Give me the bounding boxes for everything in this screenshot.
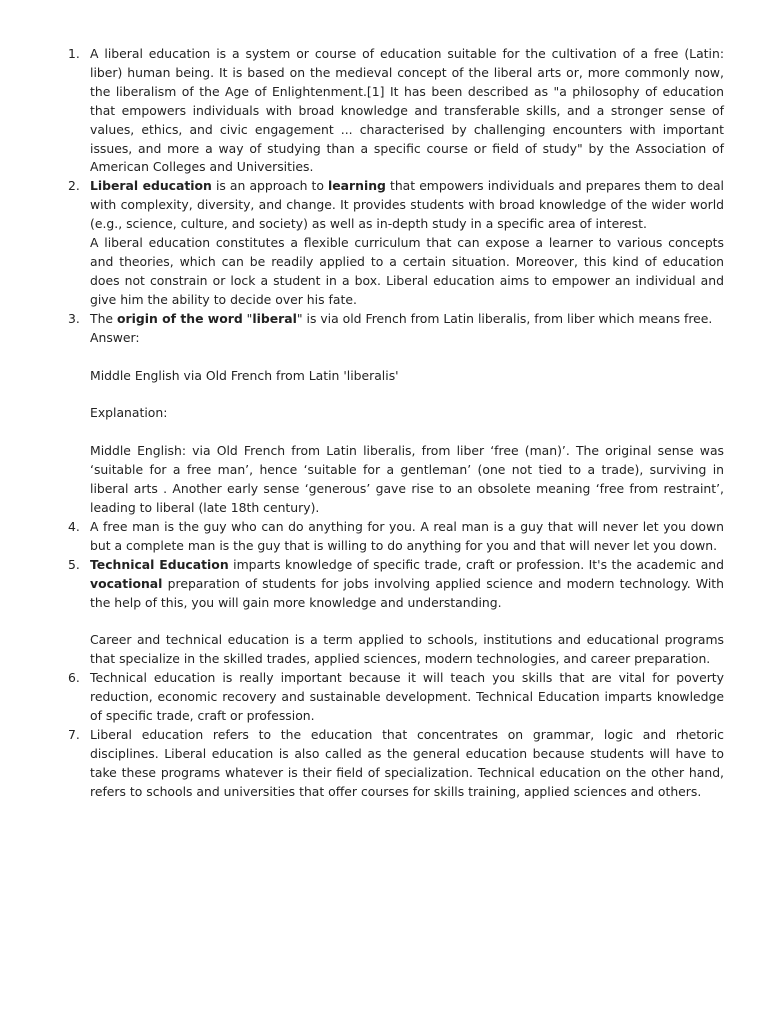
item-number: 5. [68,556,80,572]
paragraph: Technical education is really important because it will teach you skills that are vital for poverty reduction, economic recovery and sustainable development. Technical Education imparts knowledge of specific trade, craft or profession. [90,670,724,724]
list-item-2 [60,177,724,309]
paragraph: Liberal education refers to the education that concentrates on grammar, logic and rhetoric disciplines. Liberal education is also called as the general education because students will have to take these programs whatever is their field of specialization. Technical education on the other hand, refers to schools and universities that offer courses for skills training, applied sciences and others. [90,727,724,799]
item-number: 7. [68,727,80,742]
bold-term: learning [328,178,386,194]
bold-term: liberal [252,310,297,326]
paragraph: A liberal education is a system or course of education suitable for the cultivation of a free (Latin: liber) human being. It is based on the medieval concept of the liberal arts or, more commonly now, the liberalism of the Age of Enlightenment.[1] It has been described as "a philosophy of education that empowers individuals with broad knowledge and transferable skills, and a stronger sense of values, ethics, and civic engagement ... characterised by challenging encounters with important issues, and more a way of studying than a specific course or field of study" by the Association of American Colleges and Universities. [90,46,724,175]
bold-term: vocational [90,575,163,591]
list-item-4 [60,518,724,556]
item-number: 1. [68,46,80,61]
list-item-1 [60,45,724,177]
item-number: 6. [68,670,80,686]
list-item-7 [60,726,724,802]
item-number: 4. [68,518,80,534]
list-item-3 [60,310,724,518]
answer-label: Answer: [90,329,140,345]
paragraph: A liberal education constitutes a flexible curriculum that can expose a learner to various concepts and theories, which can be readily applied to a certain situation. Moreover, this kind of education does not constrain or lock a student in a box. Liberal education aims to empower an individual and give him the ability to decide over his fate. [90,235,724,307]
paragraph: Career and technical education is a term applied to schools, institutions and educational programs that specialize in the skilled trades, applied sciences, modern technologies, and career preparation. [90,632,724,667]
paragraph: The origin of the word "liberal" is via old French from Latin liberalis, from liber which means free. [90,310,713,326]
numbered-list [60,45,724,802]
explanation-text: Middle English: via Old French from Latin liberalis, from liber ‘free (man)’. The original sense was ‘suitable for a free man’, hence ‘suitable for a gentleman’ (one not tied to a trade), surviving in liberal arts . Another early sense ‘generous’ gave rise to an obsolete meaning ‘free from restraint’, leading to liberal (late 18th century). [90,443,724,516]
item-number: 2. [68,178,80,194]
item-number: 3. [68,310,80,326]
paragraph: A free man is the guy who can do anything for you. A real man is a guy that will never let you down but a complete man is the guy that is willing to do anything for you and that will never let you down. [90,518,724,553]
paragraph: Technical Education imparts knowledge of specific trade, craft or profession. It's the academic and vocational preparation of students for jobs involving applied science and modern technology. With the help of this, you will gain more knowledge and understanding. [90,556,725,610]
answer-text: Middle English via Old French from Latin 'liberalis' [90,367,399,383]
explanation-label: Explanation: [90,405,168,421]
list-item-6 [60,669,724,726]
list-item-5 [60,556,724,670]
bold-term: Liberal education [90,178,212,194]
bold-term: Technical Education [90,556,229,572]
bold-term: origin of the word [116,310,243,326]
paragraph: Liberal education is an approach to learning that empowers individuals and prepares them to deal with complexity, diversity, and change. It provides students with broad knowledge of the wider world (e.g., science, culture, and society) as well as in-depth study in a specific area of interest. [90,178,724,232]
